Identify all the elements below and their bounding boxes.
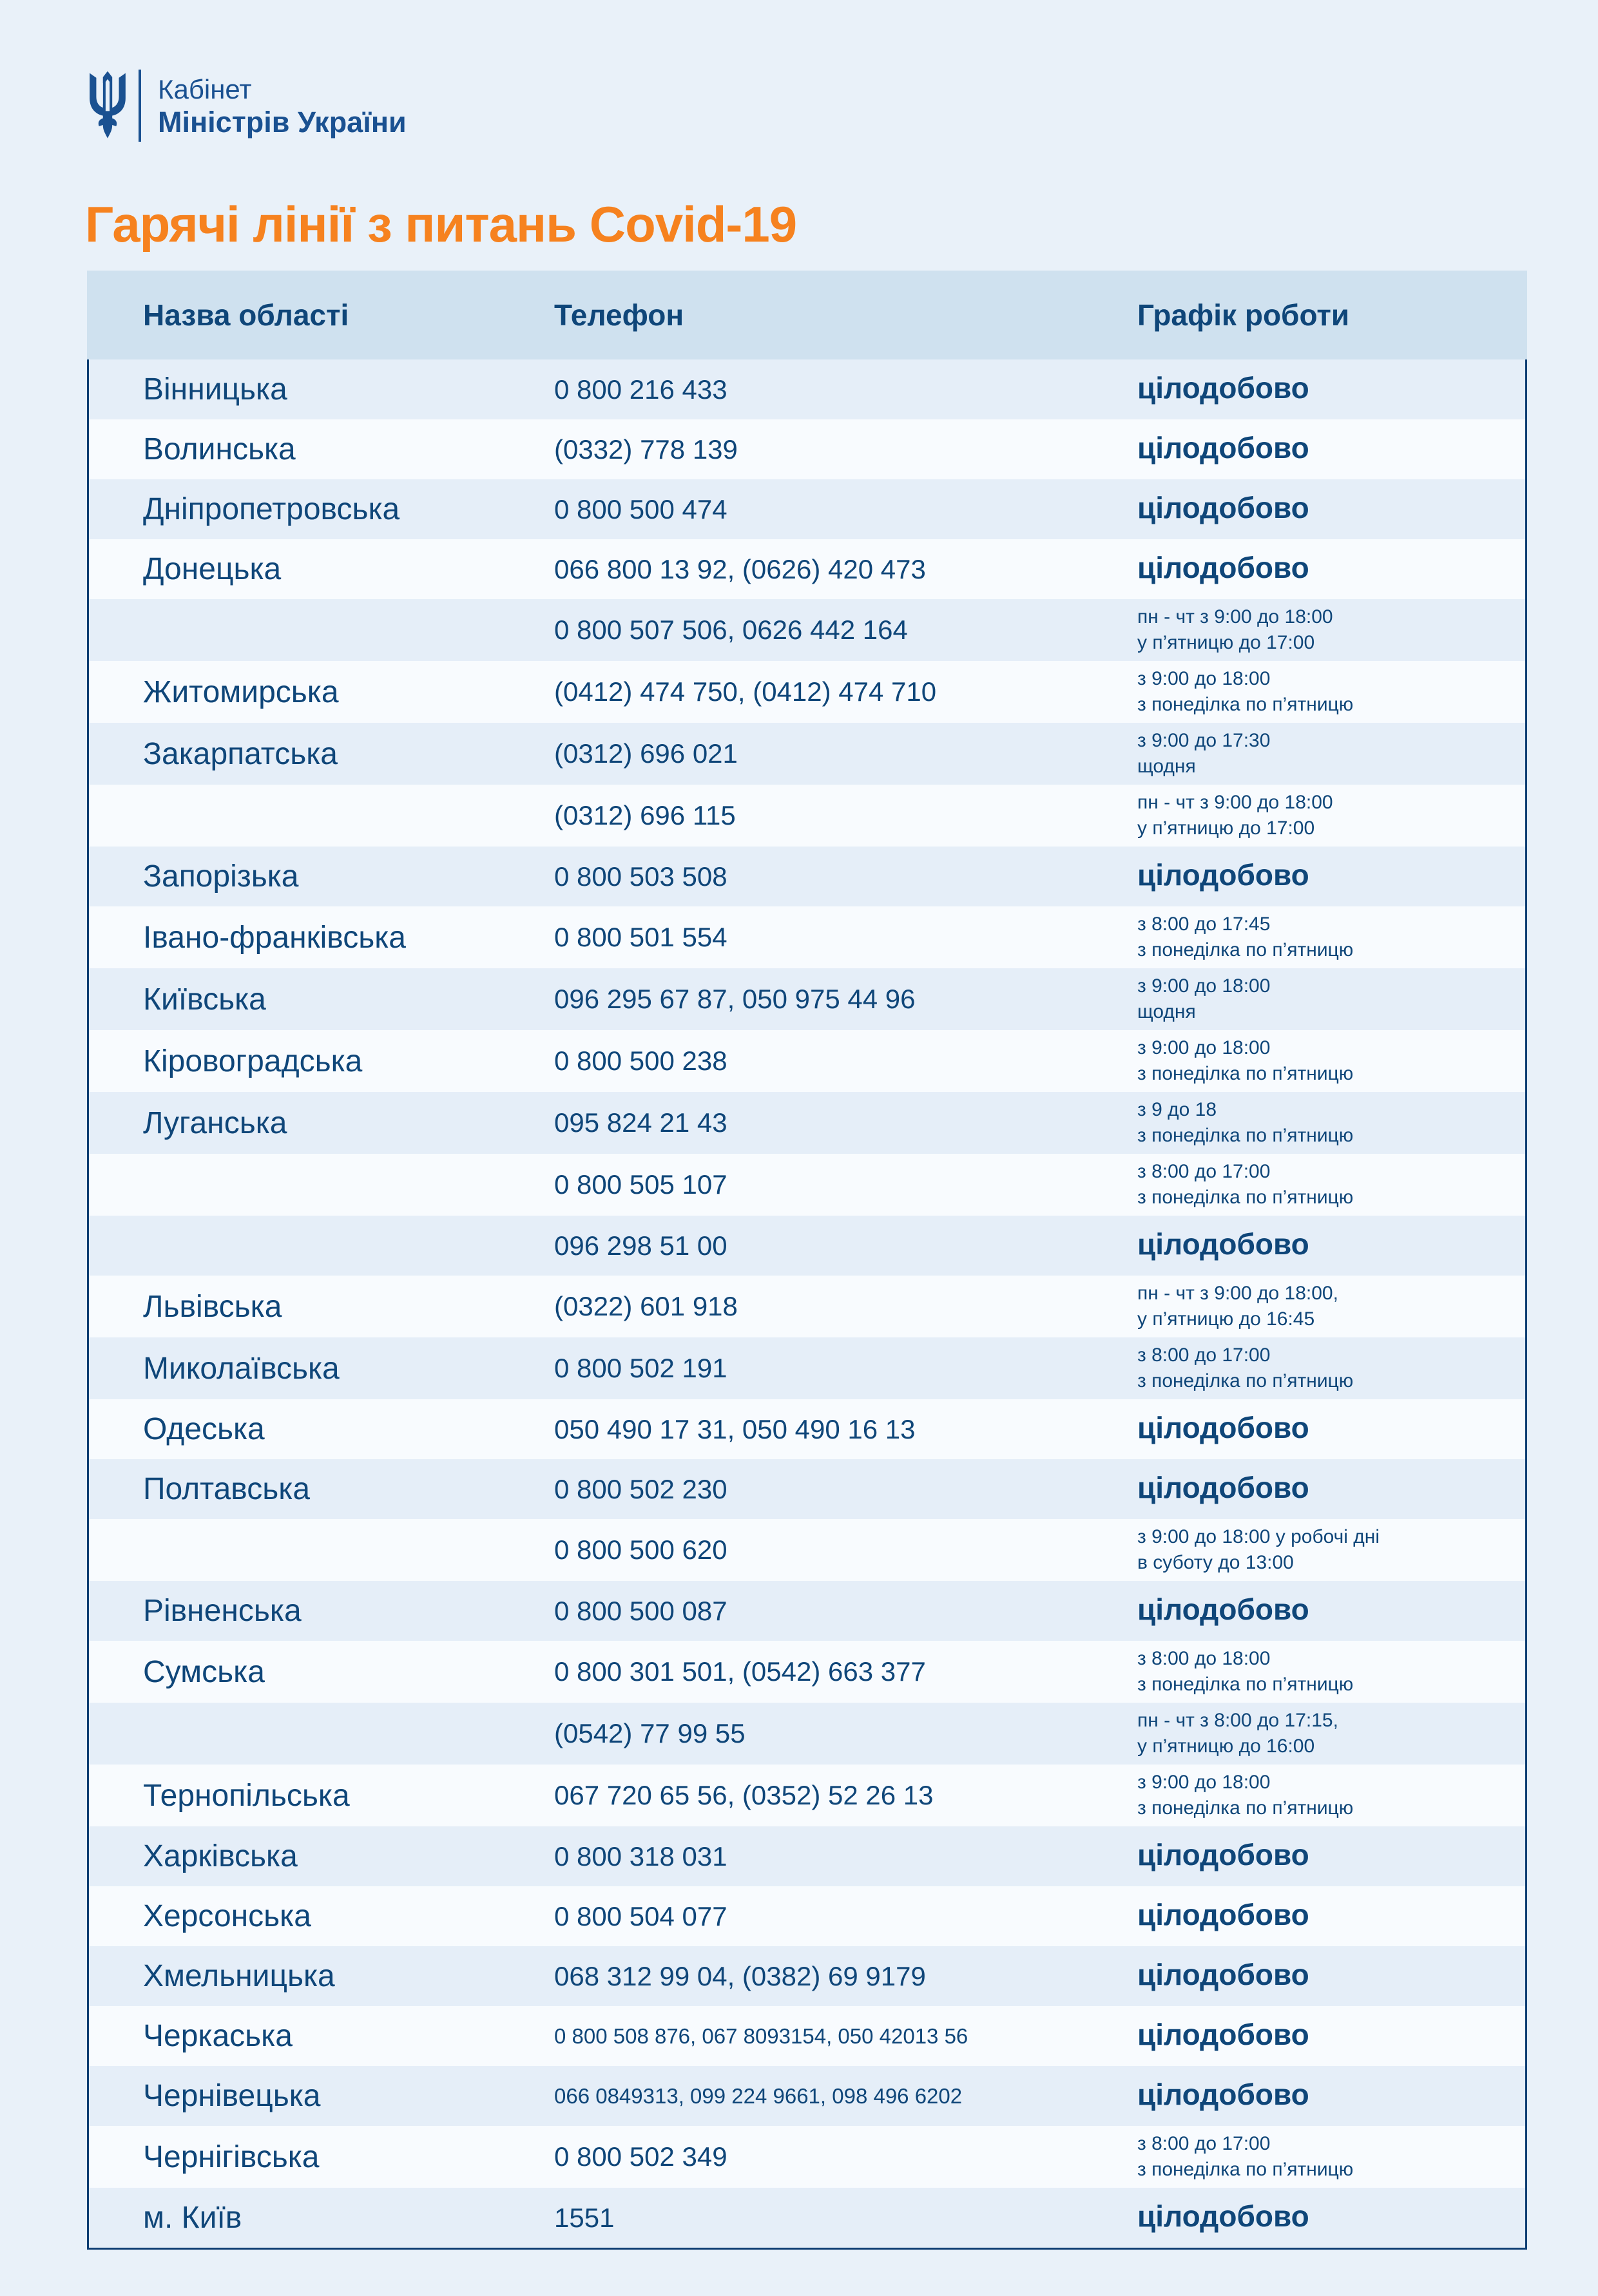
- phone-cell: 068 312 99 04, (0382) 69 9179: [554, 1960, 926, 1991]
- region-cell: Чернівецька: [143, 2079, 321, 2113]
- table-row: [89, 1886, 1525, 1946]
- phone-cell: 0 800 507 506, 0626 442 164: [554, 615, 908, 645]
- schedule-cell: цілодобово: [1137, 1410, 1309, 1444]
- phone-cell: 0 800 500 238: [554, 1046, 727, 1076]
- phone-cell: 066 800 13 92, (0626) 420 473: [554, 553, 926, 584]
- phone-cell: 096 298 51 00: [554, 1230, 727, 1261]
- phone-cell: 0 800 500 474: [554, 493, 727, 524]
- hotlines-table: [87, 271, 1527, 2250]
- schedule-cell: з 9:00 до 18:00 з понеділка по п’ятницю: [1137, 668, 1354, 715]
- schedule-cell: пн - чт з 8:00 до 17:15, у п’ятницю до 16:00: [1137, 1710, 1338, 1757]
- table-row: [89, 723, 1525, 785]
- region-cell: Хмельницька: [143, 1959, 335, 1993]
- region-cell: Львівська: [143, 1289, 282, 1324]
- table-row: [89, 1459, 1525, 1519]
- schedule-cell: з 8:00 до 17:00 з понеділка по п’ятницю: [1137, 1344, 1354, 1392]
- region-cell: Сумська: [143, 1654, 265, 1689]
- schedule-cell: цілодобово: [1137, 2077, 1309, 2111]
- schedule-cell: цілодобово: [1137, 1957, 1309, 1991]
- table-row: [89, 1581, 1525, 1641]
- table-row: [89, 847, 1525, 906]
- region-cell: Миколаївська: [143, 1351, 340, 1386]
- table-row: [89, 1946, 1525, 2006]
- schedule-cell: цілодобово: [1137, 1897, 1309, 1931]
- region-cell: Запорізька: [143, 859, 299, 894]
- table-row: [89, 1154, 1525, 1216]
- phone-cell: 095 824 21 43: [554, 1107, 727, 1138]
- schedule-cell: цілодобово: [1137, 550, 1309, 584]
- schedule-cell: з 8:00 до 17:00 з понеділка по п’ятницю: [1137, 1161, 1354, 1208]
- region-cell: Харківська: [143, 1839, 298, 1873]
- region-cell: Івано-франківська: [143, 920, 406, 955]
- col-header-schedule: Графік роботи: [1137, 298, 1350, 332]
- phone-cell: 0 800 502 349: [554, 2141, 727, 2172]
- schedule-cell: цілодобово: [1137, 1592, 1309, 1626]
- col-header-phone: Телефон: [554, 298, 684, 332]
- schedule-cell: цілодобово: [1137, 1837, 1309, 1871]
- logo-org-line2: Міністрів України: [158, 106, 407, 139]
- region-cell: Черкаська: [143, 2019, 293, 2053]
- table-row: [89, 1765, 1525, 1826]
- phone-cell: 066 0849313, 099 224 9661, 098 496 6202: [554, 2083, 963, 2108]
- region-cell: Донецька: [143, 552, 282, 586]
- region-cell: Житомирська: [143, 674, 339, 709]
- table-row: [89, 2006, 1525, 2066]
- schedule-cell: з 9:00 до 18:00 щодня: [1137, 975, 1271, 1022]
- schedule-cell: цілодобово: [1137, 430, 1309, 464]
- schedule-cell: з 9:00 до 17:30 щодня: [1137, 730, 1271, 777]
- table-row: [89, 1276, 1525, 1337]
- schedule-cell: пн - чт з 9:00 до 18:00, у п’ятницю до 16:45: [1137, 1283, 1338, 1330]
- phone-cell: 0 800 508 876, 067 8093154, 050 42013 56: [554, 2023, 968, 2048]
- schedule-cell: з 8:00 до 18:00 з понеділка по п’ятницю: [1137, 1648, 1354, 1695]
- table-row: [89, 1519, 1525, 1581]
- region-cell: Закарпатська: [143, 736, 338, 771]
- logo-divider: [139, 70, 141, 142]
- schedule-cell: цілодобово: [1137, 490, 1309, 524]
- phone-cell: 0 800 501 554: [554, 922, 727, 952]
- table-row: [89, 419, 1525, 479]
- phone-cell: 0 800 500 620: [554, 1535, 727, 1565]
- region-cell: Тернопільська: [143, 1778, 350, 1813]
- schedule-cell: з 8:00 до 17:45 з понеділка по п’ятницю: [1137, 914, 1354, 961]
- table-row: [89, 539, 1525, 599]
- phone-cell: 0 800 318 031: [554, 1841, 727, 1871]
- phone-cell: 1551: [554, 2202, 615, 2233]
- phone-cell: 0 800 502 230: [554, 1473, 727, 1504]
- phone-cell: 0 800 301 501, (0542) 663 377: [554, 1656, 926, 1687]
- logo-org-line1: Кабінет: [158, 74, 252, 104]
- region-cell: Кіровоградська: [143, 1044, 363, 1078]
- table-row: [89, 599, 1525, 661]
- schedule-cell: з 8:00 до 17:00 з понеділка по п’ятницю: [1137, 2133, 1354, 2180]
- table-header-row: [87, 271, 1527, 359]
- schedule-cell: з 9:00 до 18:00 з понеділка по п’ятницю: [1137, 1037, 1354, 1084]
- table-row: [89, 1337, 1525, 1399]
- region-cell: Рівненська: [143, 1594, 302, 1628]
- region-cell: Чернігівська: [143, 2139, 320, 2174]
- table-row: [89, 359, 1525, 419]
- table-row: [89, 1703, 1525, 1765]
- region-cell: Київська: [143, 982, 266, 1017]
- ukraine-trident-icon: [87, 70, 130, 139]
- phone-cell: 0 800 502 191: [554, 1353, 727, 1383]
- schedule-cell: з 9:00 до 18:00 з понеділка по п’ятницю: [1137, 1772, 1354, 1819]
- table-body: [87, 359, 1527, 2250]
- schedule-cell: з 9 до 18 з понеділка по п’ятницю: [1137, 1099, 1354, 1146]
- schedule-cell: цілодобово: [1137, 857, 1309, 892]
- region-cell: Вінницька: [143, 372, 287, 407]
- region-cell: Волинська: [143, 432, 296, 466]
- schedule-cell: цілодобово: [1137, 1227, 1309, 1261]
- table-row: [89, 968, 1525, 1030]
- col-header-region: Назва області: [143, 298, 349, 332]
- phone-cell: 050 490 17 31, 050 490 16 13: [554, 1413, 916, 1444]
- phone-cell: 067 720 65 56, (0352) 52 26 13: [554, 1780, 934, 1810]
- region-cell: Одеська: [143, 1412, 265, 1446]
- table-row: [89, 1092, 1525, 1154]
- government-logo: [87, 70, 407, 142]
- schedule-cell: цілодобово: [1137, 2017, 1309, 2051]
- region-cell: Луганська: [143, 1105, 287, 1140]
- phone-cell: (0332) 778 139: [554, 434, 738, 464]
- phone-cell: 096 295 67 87, 050 975 44 96: [554, 984, 916, 1014]
- table-row: [89, 1641, 1525, 1703]
- phone-cell: (0322) 601 918: [554, 1291, 738, 1321]
- page-title: Гарячі лінії з питань Covid-19: [85, 196, 797, 253]
- phone-cell: 0 800 500 087: [554, 1595, 727, 1626]
- phone-cell: (0312) 696 115: [554, 800, 736, 830]
- table-row: [89, 1399, 1525, 1459]
- schedule-cell: пн - чт з 9:00 до 18:00 у п’ятницю до 17:00: [1137, 606, 1333, 653]
- table-row: [89, 1216, 1525, 1276]
- schedule-cell: цілодобово: [1137, 1470, 1309, 1504]
- table-row: [89, 479, 1525, 539]
- phone-cell: (0542) 77 99 55: [554, 1718, 746, 1748]
- phone-cell: (0312) 696 021: [554, 738, 738, 769]
- schedule-cell: цілодобово: [1137, 370, 1309, 405]
- region-cell: Херсонська: [143, 1899, 311, 1933]
- table-row: [89, 1030, 1525, 1092]
- table-row: [89, 1826, 1525, 1886]
- schedule-cell: пн - чт з 9:00 до 18:00 у п’ятницю до 17:00: [1137, 792, 1333, 839]
- region-cell: Дніпропетровська: [143, 492, 400, 526]
- region-cell: Полтавська: [143, 1472, 311, 1506]
- schedule-cell: цілодобово: [1137, 2199, 1309, 2233]
- schedule-cell: з 9:00 до 18:00 у робочі дні в суботу до 13:00: [1137, 1526, 1380, 1573]
- phone-cell: 0 800 505 107: [554, 1169, 727, 1200]
- phone-cell: 0 800 504 077: [554, 1900, 727, 1931]
- phone-cell: (0412) 474 750, (0412) 474 710: [554, 676, 937, 707]
- table-row: [89, 661, 1525, 723]
- phone-cell: 0 800 503 508: [554, 861, 727, 892]
- phone-cell: 0 800 216 433: [554, 374, 727, 405]
- region-cell: м. Київ: [143, 2201, 242, 2235]
- table-row: [89, 2066, 1525, 2126]
- table-row: [89, 2126, 1525, 2188]
- table-row: [89, 906, 1525, 968]
- table-row: [89, 785, 1525, 847]
- table-row: [89, 2188, 1525, 2248]
